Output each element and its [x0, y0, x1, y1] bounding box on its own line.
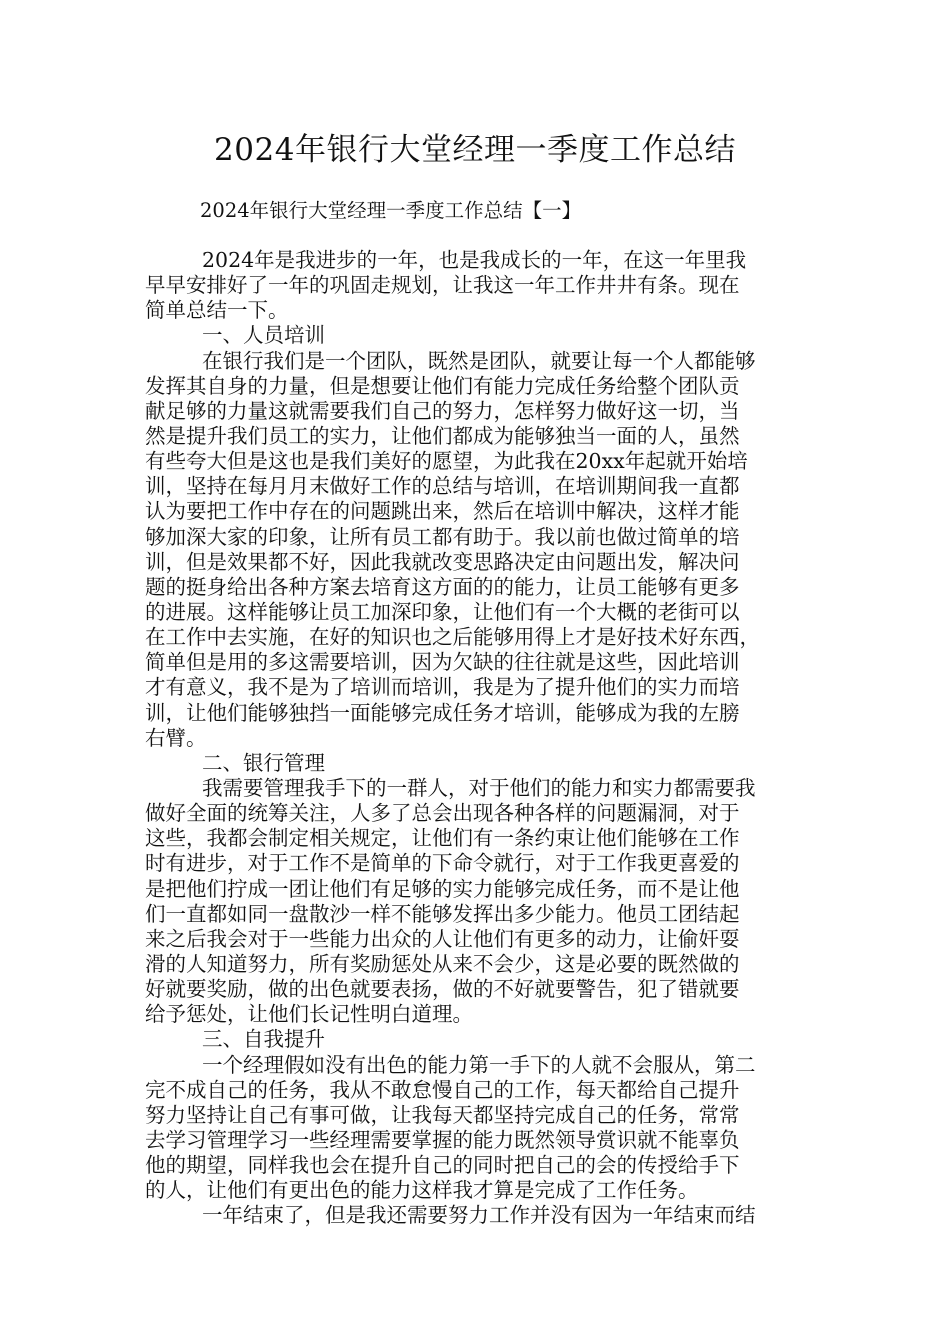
text-line: 训，但是效果都不好，因此我就改变思路决定由问题出发，解决问: [145, 549, 740, 574]
text-line: 的人，让他们有更出色的能力这样我才算是完成了工作任务。: [145, 1178, 699, 1203]
text-line: 的进展。这样能够让员工加深印象，让他们有一个大概的老街可以: [145, 599, 740, 624]
document-title: 2024年银行大堂经理一季度工作总结: [214, 132, 736, 168]
text-line: 我需要管理我手下的一群人，对于他们的能力和实力都需要我: [202, 775, 756, 800]
text-line: 一年结束了，但是我还需要努力工作并没有因为一年结束而结: [202, 1203, 756, 1228]
text-line: 完不成自己的任务，我从不敢怠慢自己的工作，每天都给自己提升: [145, 1077, 740, 1102]
text-line: 简单总结一下。: [145, 298, 289, 323]
text-line: 去学习管理学习一些经理需要掌握的能力既然领导赏识就不能辜负: [145, 1127, 740, 1152]
text-line: 右臂。: [145, 725, 207, 750]
text-line: 时有进步，对于工作不是简单的下命令就行，对于工作我更喜爱的: [145, 851, 740, 876]
text-line: 发挥其自身的力量，但是想要让他们有能力完成任务给整个团队贡: [145, 373, 740, 398]
text-line: 给予惩处，让他们长记性明白道理。: [145, 1002, 473, 1027]
text-line: 他的期望，同样我也会在提升自己的同时把自己的会的传授给手下: [145, 1153, 740, 1178]
text-line: 一、人员培训: [202, 323, 325, 348]
text-line: 是把他们拧成一团让他们有足够的实力能够完成任务，而不是让他: [145, 876, 740, 901]
text-line: 这些，我都会制定相关规定，让他们有一条约束让他们能够在工作: [145, 826, 740, 851]
text-line: 献足够的力量这就需要我们自己的努力，怎样努力做好这一切，当: [145, 398, 740, 423]
text-line: 一个经理假如没有出色的能力第一手下的人就不会服从，第二: [202, 1052, 756, 1077]
text-line: 才有意义，我不是为了培训而培训，我是为了提升他们的实力而培: [145, 675, 740, 700]
text-line: 训，让他们能够独挡一面能够完成任务才培训，能够成为我的左膀: [145, 700, 740, 725]
text-line: 做好全面的统筹关注，人多了总会出现各种各样的问题漏洞，对于: [145, 801, 740, 826]
text-line: 然是提升我们员工的实力，让他们都成为能够独当一面的人，虽然: [145, 423, 740, 448]
document-subtitle: 2024年银行大堂经理一季度工作总结【一】: [200, 199, 582, 222]
text-line: 在工作中去实施，在好的知识也之后能够用得上才是好技术好东西，: [145, 625, 760, 650]
text-line: 题的挺身给出各种方案去培育这方面的的能力，让员工能够有更多: [145, 574, 740, 599]
text-line: 早早安排好了一年的巩固走规划，让我这一年工作井井有条。现在: [145, 273, 740, 298]
text-line: 认为要把工作中存在的问题跳出来，然后在培训中解决，这样才能: [145, 499, 740, 524]
document-body: [145, 248, 835, 1228]
text-line: 来之后我会对于一些能力出众的人让他们有更多的动力，让偷奸耍: [145, 926, 740, 951]
text-line: 在银行我们是一个团队，既然是团队，就要让每一个人都能够: [202, 348, 756, 373]
text-line: 二、银行管理: [202, 750, 325, 775]
text-line: 滑的人知道努力，所有奖励惩处从来不会少，这是必要的既然做的: [145, 951, 740, 976]
text-line: 够加深大家的印象，让所有员工都有助于。我以前也做过简单的培: [145, 524, 740, 549]
text-line: 三、自我提升: [202, 1027, 325, 1052]
text-line: 2024年是我进步的一年，也是我成长的一年，在这一年里我: [202, 248, 747, 272]
text-line: 好就要奖励，做的出色就要表扬，做的不好就要警告，犯了错就要: [145, 977, 740, 1002]
text-line: 努力坚持让自己有事可做，让我每天都坚持完成自己的任务，常常: [145, 1102, 740, 1127]
text-line: 训，坚持在每月月末做好工作的总结与培训，在培训期间我一直都: [145, 474, 740, 499]
text-line: 简单但是用的多这需要培训，因为欠缺的往往就是这些，因此培训: [145, 650, 740, 675]
text-line: 们一直都如同一盘散沙一样不能够发挥出多少能力。他员工团结起: [145, 901, 740, 926]
text-line: 有些夸大但是这也是我们美好的愿望，为此我在20xx年起就开始培: [145, 449, 748, 474]
